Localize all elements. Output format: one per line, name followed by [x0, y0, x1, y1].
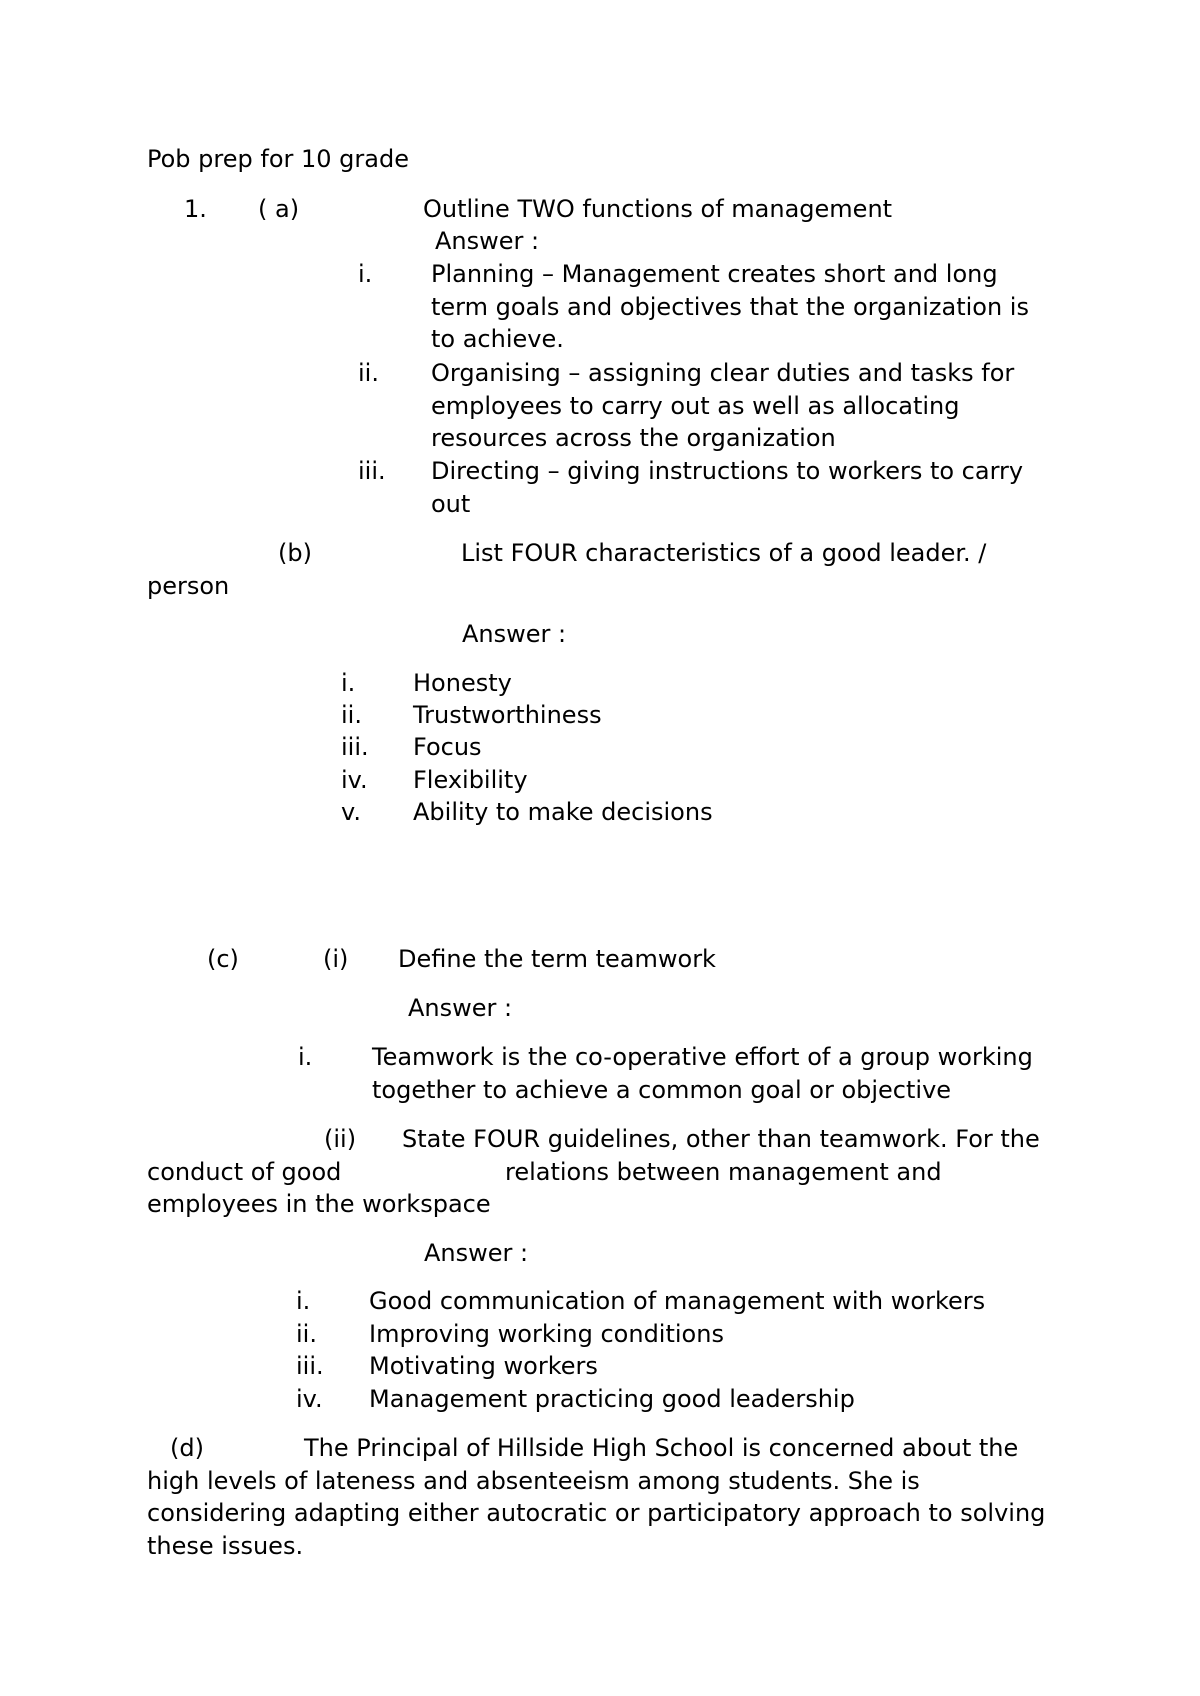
question-number: 1.	[184, 195, 207, 223]
part-a-item-line: to achieve.	[431, 325, 564, 353]
document-title: Pob prep for 10 grade	[147, 145, 409, 173]
part-b-item-numeral: iii.	[341, 733, 369, 761]
part-b-marker: (b)	[278, 539, 312, 567]
part-a-answer-label: Answer :	[435, 227, 540, 255]
part-c-i-item-numeral: i.	[298, 1043, 313, 1071]
part-c-i-item-line: together to achieve a common goal or objective	[372, 1076, 952, 1104]
part-b-item-numeral: ii.	[341, 701, 362, 729]
part-b-item-text: Focus	[413, 733, 482, 761]
part-c-ii-question-continued: relations between management and	[505, 1158, 942, 1186]
part-c-ii-item-numeral: i.	[296, 1287, 311, 1315]
part-b-item-text: Honesty	[413, 669, 512, 697]
part-c-ii-item-text: Motivating workers	[369, 1352, 598, 1380]
part-a-item-line: out	[431, 490, 471, 518]
part-c-ii-question-continued: employees in the workspace	[147, 1190, 491, 1218]
part-d-text-line: these issues.	[147, 1532, 304, 1560]
part-d-text-line: considering adapting either autocratic or participatory approach to solving	[147, 1499, 1046, 1527]
part-c-i-item-line: Teamwork is the co-operative effort of a group working	[372, 1043, 1033, 1071]
part-b-question-continued: person	[147, 572, 230, 600]
part-c-ii-item-numeral: ii.	[296, 1320, 317, 1348]
part-d-text-line: The Principal of Hillside High School is concerned about the	[304, 1434, 1019, 1462]
part-a-question: Outline TWO functions of management	[423, 195, 893, 223]
part-b-item-numeral: v.	[341, 798, 361, 826]
part-c-ii-item-text: Good communication of management with workers	[369, 1287, 986, 1315]
part-c-ii-marker: (ii)	[324, 1125, 357, 1153]
part-a-marker: ( a)	[258, 195, 300, 223]
part-c-ii-item-text: Management practicing good leadership	[369, 1385, 855, 1413]
part-c-ii-item-numeral: iii.	[296, 1352, 324, 1380]
part-b-item-text: Flexibility	[413, 766, 528, 794]
part-b-question: List FOUR characteristics of a good leader. /	[461, 539, 987, 567]
part-a-item-line: resources across the organization	[431, 424, 836, 452]
part-c-ii-question: State FOUR guidelines, other than teamwork. For the	[402, 1125, 1040, 1153]
part-b-item-text: Trustworthiness	[413, 701, 602, 729]
part-b-item-text: Ability to make decisions	[413, 798, 713, 826]
part-c-ii-answer-label: Answer :	[424, 1239, 529, 1267]
part-c-i-question: Define the term teamwork	[398, 945, 716, 973]
part-c-ii-item-numeral: iv.	[296, 1385, 323, 1413]
part-a-item-numeral: ii.	[358, 359, 379, 387]
part-d-marker: (d)	[170, 1434, 204, 1462]
part-b-answer-label: Answer :	[462, 620, 567, 648]
part-c-marker: (c)	[207, 945, 239, 973]
part-a-item-numeral: iii.	[358, 457, 386, 485]
part-c-i-marker: (i)	[323, 945, 349, 973]
part-c-ii-item-text: Improving working conditions	[369, 1320, 724, 1348]
part-a-item-line: Organising – assigning clear duties and tasks for	[431, 359, 1015, 387]
part-b-item-numeral: i.	[341, 669, 356, 697]
part-b-item-numeral: iv.	[341, 766, 368, 794]
part-a-item-line: employees to carry out as well as allocating	[431, 392, 960, 420]
part-a-item-numeral: i.	[358, 260, 373, 288]
part-c-i-answer-label: Answer :	[408, 994, 513, 1022]
part-c-ii-question-continued: conduct of good	[147, 1158, 342, 1186]
part-d-text-line: high levels of lateness and absenteeism among students. She is	[147, 1467, 920, 1495]
part-a-item-line: Planning – Management creates short and long	[431, 260, 998, 288]
part-a-item-line: term goals and objectives that the organization is	[431, 293, 1029, 321]
part-a-item-line: Directing – giving instructions to workers to carry	[431, 457, 1024, 485]
